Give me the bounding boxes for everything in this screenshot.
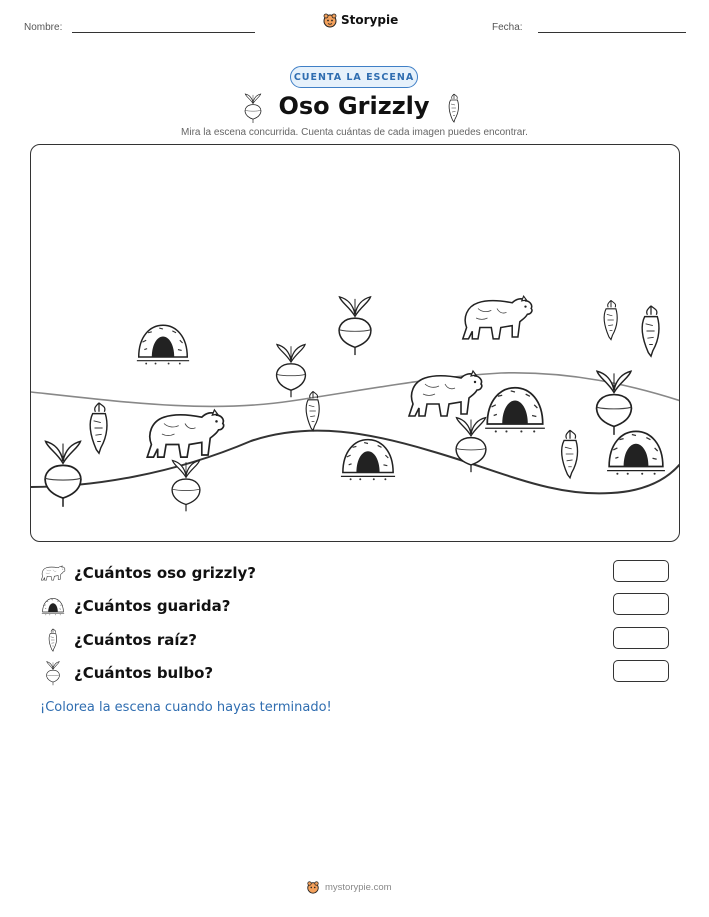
bear-2 — [463, 296, 532, 339]
name-label: Nombre: — [24, 22, 63, 33]
root-1 — [90, 403, 107, 453]
footer-site[interactable]: mystorypie.com — [325, 881, 392, 893]
storypie-logo — [322, 12, 398, 28]
answer-box-bear[interactable] — [613, 560, 669, 582]
root-4 — [642, 306, 659, 356]
brand-name: Storypie — [341, 13, 399, 27]
name-line[interactable] — [72, 32, 255, 33]
page-title: Oso Grizzly — [278, 92, 430, 120]
bulb-5 — [456, 418, 486, 473]
scene-panel[interactable] — [30, 144, 680, 542]
bulb-2 — [277, 345, 306, 398]
answer-box-den[interactable] — [613, 593, 669, 615]
root-5 — [562, 430, 578, 478]
question-den — [40, 594, 230, 618]
storypie-mascot-icon — [306, 880, 320, 894]
root-3 — [604, 300, 617, 339]
question-text: ¿Cuántos guarida? — [74, 597, 231, 615]
bulb-icon — [40, 660, 66, 686]
answer-box-bulb[interactable] — [613, 660, 669, 682]
question-text: ¿Cuántos bulbo? — [74, 664, 214, 682]
storypie-mascot-icon — [322, 12, 338, 28]
bear-3 — [409, 371, 482, 416]
question-bear — [40, 561, 256, 585]
answer-box-root[interactable] — [613, 627, 669, 649]
bear-1 — [147, 410, 223, 457]
den-3 — [341, 440, 395, 481]
footer — [306, 880, 392, 894]
question-bulb — [40, 661, 213, 685]
date-line[interactable] — [538, 32, 686, 33]
scene-drawing — [31, 145, 680, 542]
den-1 — [137, 325, 189, 364]
bulb-3 — [45, 441, 81, 506]
question-text: ¿Cuántos oso grizzly? — [74, 564, 256, 582]
root-2 — [306, 391, 319, 430]
root-icon — [40, 628, 66, 652]
coloring-note: ¡Colorea la escena cuando hayas terminado! — [40, 700, 332, 715]
question-text: ¿Cuántos raíz? — [74, 631, 197, 649]
bulb-1 — [339, 297, 371, 355]
background-hill-line — [31, 373, 680, 407]
den-2 — [485, 388, 545, 433]
root-icon — [444, 92, 464, 124]
instructions: Mira la escena concurrida. Cuenta cuántas de cada imagen puedes encontrar. — [181, 127, 528, 138]
den-icon — [40, 596, 66, 616]
den-4 — [607, 431, 665, 474]
bear-icon — [40, 563, 66, 583]
activity-badge: CUENTA LA ESCENA — [290, 66, 418, 88]
date-label: Fecha: — [492, 22, 523, 33]
bulb-4 — [172, 460, 200, 511]
question-root — [40, 628, 197, 652]
